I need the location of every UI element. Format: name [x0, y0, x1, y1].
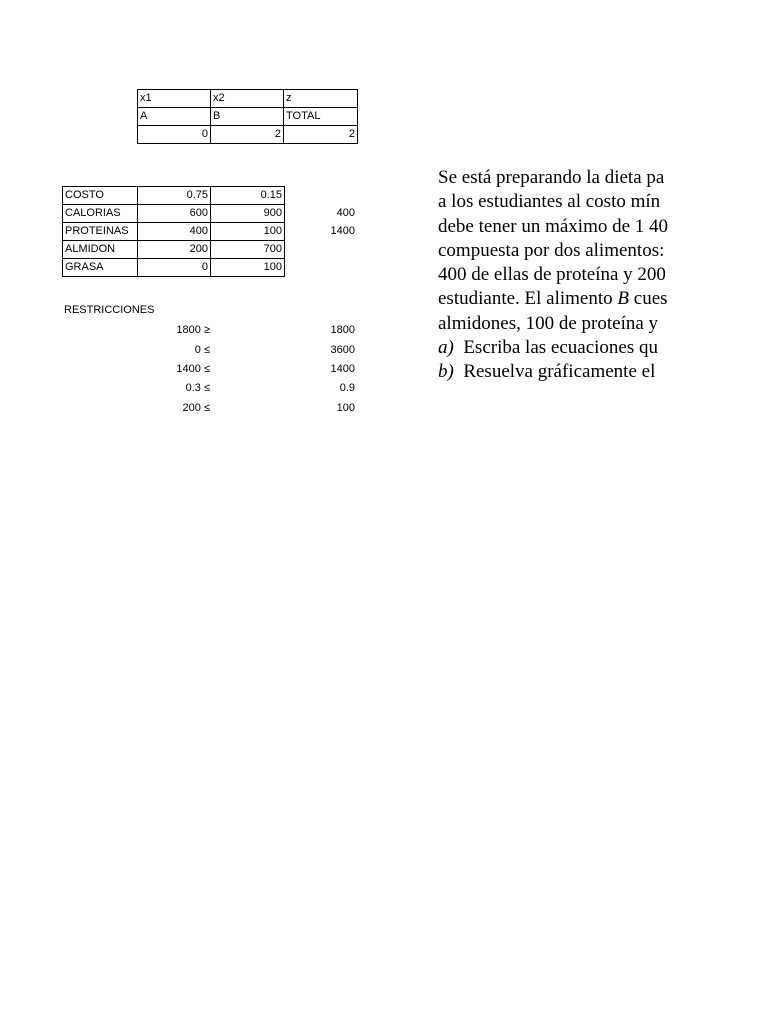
restriction-rhs: 0.9 — [339, 382, 355, 394]
restriction-rhs: 1400 — [330, 363, 355, 375]
restriction-row — [150, 344, 210, 360]
restriction-rhs-row — [300, 344, 355, 360]
problem-line: Se está preparando la dieta pa — [438, 167, 665, 188]
restriction-lhs: 1800 ≥ — [176, 324, 210, 336]
table-row — [63, 241, 358, 259]
cell-b: 0.15 — [211, 187, 285, 205]
restriction-rhs: 3600 — [330, 344, 355, 356]
restriction-rhs: 100 — [336, 402, 355, 414]
restriction-row — [150, 402, 210, 418]
cell-b: 900 — [211, 205, 285, 223]
problem-line: debe tener un máximo de 1 40 — [438, 215, 669, 237]
row-label: ALMIDON — [63, 241, 138, 259]
variables-table — [137, 89, 358, 144]
problem-text: estudiante. El alimento — [438, 288, 618, 310]
restriction-rhs-row — [300, 324, 355, 340]
cell-food-a: A — [138, 108, 211, 126]
restriction-rhs-row — [300, 363, 355, 379]
cell-var-x2: x2 — [211, 90, 284, 108]
nutrient-table — [62, 186, 358, 277]
cell-value-a: 0 — [138, 126, 211, 144]
restriction-rhs-row — [300, 402, 355, 418]
problem-line: 400 de ellas de proteína y 200 — [438, 264, 666, 286]
cell-limit — [285, 259, 358, 277]
problem-text: Resuelva gráficamente el — [453, 361, 656, 383]
cell-limit — [285, 241, 358, 259]
cell-limit: 400 — [336, 207, 355, 219]
row-label: COSTO — [63, 187, 138, 205]
problem-line: almidones, 100 de proteína y — [438, 312, 659, 334]
cell-value-total: 2 — [284, 126, 358, 144]
restriction-rhs-row — [300, 382, 355, 398]
restriction-rhs: 1800 — [330, 324, 355, 336]
cell-total-label: TOTAL — [284, 108, 358, 126]
row-label: GRASA — [63, 259, 138, 277]
problem-line: a los estudiantes al costo mín — [438, 191, 661, 213]
problem-text-italic: B — [617, 288, 630, 310]
table-row — [63, 205, 358, 223]
restriction-lhs: 0.3 ≤ — [185, 382, 210, 394]
problem-line: compuesta por dos alimentos: — [438, 239, 665, 261]
cell-a: 200 — [138, 241, 211, 259]
table-row — [63, 223, 358, 241]
cell-a: 0 — [138, 259, 211, 277]
row-label: PROTEINAS — [63, 223, 138, 241]
problem-statement-image — [438, 166, 768, 385]
row-label: CALORIAS — [63, 205, 138, 223]
problem-text: cues — [629, 288, 668, 310]
cell-b: 100 — [211, 223, 285, 241]
table-row — [138, 126, 358, 144]
restriction-lhs: 1400 ≤ — [176, 363, 210, 375]
restriction-lhs: 0 ≤ — [194, 344, 210, 356]
problem-line — [438, 360, 768, 384]
cell-food-b: B — [211, 108, 284, 126]
problem-line — [438, 336, 768, 360]
problem-text: Escriba las ecuaciones qu — [453, 337, 658, 359]
restriction-lhs: 200 ≤ — [182, 402, 210, 414]
cell-a: 600 — [138, 205, 211, 223]
cell-limit — [285, 187, 358, 205]
cell-var-z: z — [284, 90, 358, 108]
cell-a: 400 — [138, 223, 211, 241]
restriction-row — [150, 324, 210, 340]
list-marker-b: b) — [438, 361, 454, 383]
problem-line — [438, 287, 768, 311]
table-row — [63, 187, 358, 205]
cell-b: 100 — [211, 259, 285, 277]
restriction-row — [150, 382, 210, 398]
list-marker-a: a) — [438, 337, 454, 359]
restriction-row — [150, 363, 210, 379]
cell-var-x1: x1 — [138, 90, 211, 108]
cell-b: 700 — [211, 241, 285, 259]
restrictions-title: RESTRICCIONES — [64, 304, 155, 316]
table-row — [138, 108, 358, 126]
table-row — [138, 90, 358, 108]
table-row — [63, 259, 358, 277]
cell-value-b: 2 — [211, 126, 284, 144]
cell-a: 0.75 — [138, 187, 211, 205]
cell-limit: 1400 — [330, 225, 355, 237]
